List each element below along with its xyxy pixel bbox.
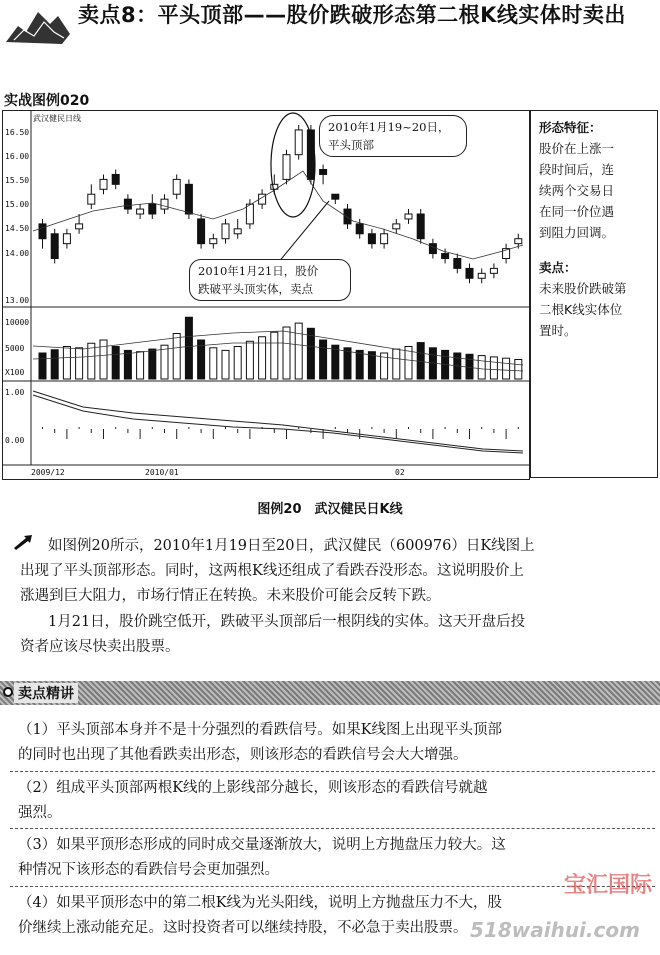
candle-body bbox=[320, 170, 327, 175]
volume-bar bbox=[417, 343, 424, 379]
sell-label: 卖点： bbox=[539, 260, 577, 275]
feature-text-line: 到阻力回调。 bbox=[539, 225, 615, 240]
date-tick: 2010/01 bbox=[145, 468, 179, 477]
candle-body bbox=[515, 239, 522, 244]
price-tick: 16.50 bbox=[5, 128, 30, 137]
volume-bar bbox=[63, 347, 70, 380]
volume-bar bbox=[503, 358, 510, 379]
divider bbox=[10, 771, 655, 772]
candle-body bbox=[210, 239, 217, 244]
volume-bar bbox=[137, 352, 144, 379]
candle-body bbox=[356, 224, 363, 234]
annotation-top: 2010年1月19~20日， 平头顶部 bbox=[319, 115, 467, 157]
tips-title: 卖点精讲 bbox=[14, 683, 78, 703]
volume-bar bbox=[185, 317, 192, 379]
volume-tick: 10000 bbox=[5, 318, 30, 327]
candle-body bbox=[149, 204, 156, 214]
candle-body bbox=[490, 268, 497, 273]
candle-body bbox=[466, 268, 473, 278]
volume-bar bbox=[320, 340, 327, 379]
candle-body bbox=[100, 179, 107, 189]
annotation-bottom: 2010年1月21日，股价 跌破平头顶实体，卖点 bbox=[189, 259, 351, 301]
candle-body bbox=[393, 224, 400, 229]
feature-label: 形态特征： bbox=[539, 120, 602, 135]
candle-body bbox=[88, 194, 95, 204]
feature-text-line: 股价在上涨一 bbox=[539, 141, 615, 156]
candle-body bbox=[405, 214, 412, 219]
macd-tick: 0.00 bbox=[5, 436, 25, 445]
candle-body bbox=[234, 229, 241, 234]
candle-body bbox=[137, 209, 144, 214]
volume-bar bbox=[283, 327, 290, 379]
volume-bar bbox=[515, 360, 522, 380]
volume-bar bbox=[222, 350, 229, 379]
candle-body bbox=[76, 224, 83, 229]
volume-bar bbox=[466, 354, 473, 379]
watermark-site: 518waihui.com bbox=[470, 918, 640, 942]
figure-caption: 图例20 武汉健民日K线 bbox=[257, 502, 403, 517]
candle-body bbox=[112, 174, 119, 184]
candle-body bbox=[63, 234, 70, 244]
chart-stock-label: 武汉健民日线 bbox=[33, 114, 81, 123]
volume-bar bbox=[234, 347, 241, 380]
feature-text-line: 段时间后，连 bbox=[539, 162, 615, 177]
candle-body bbox=[51, 234, 58, 259]
candle-body bbox=[185, 184, 192, 214]
price-tick: 13.00 bbox=[5, 296, 30, 305]
bull-logo-icon bbox=[4, 4, 72, 48]
candle-body bbox=[307, 130, 314, 179]
candle-body bbox=[222, 224, 229, 239]
candle-body bbox=[295, 130, 302, 155]
candle-body bbox=[478, 273, 485, 278]
candle-body bbox=[344, 209, 351, 224]
volume-bar bbox=[271, 332, 278, 379]
volume-bar bbox=[39, 353, 46, 379]
volume-bar bbox=[490, 357, 497, 379]
candle-body bbox=[39, 224, 46, 239]
candle-body bbox=[417, 214, 424, 239]
volume-bar bbox=[210, 348, 217, 379]
price-tick: 15.50 bbox=[5, 176, 30, 185]
candle-body bbox=[381, 234, 388, 244]
sell-text-line: 未来股价跌破第 bbox=[539, 281, 627, 296]
candle-body bbox=[124, 199, 131, 209]
volume-bar bbox=[332, 345, 339, 379]
price-tick: 14.00 bbox=[5, 249, 30, 258]
divider bbox=[10, 886, 655, 887]
volume-bar bbox=[173, 334, 180, 380]
volume-bar bbox=[76, 348, 83, 379]
candle-body bbox=[283, 155, 290, 180]
tip-item-4: （4）如果平顶形态中的第二根K线为光头阳线，说明上方抛盘压力不大，股 价继续上涨动能充足。这时投资者可以继续持股，不必急于卖出股票。 bbox=[18, 895, 503, 936]
candle-body bbox=[332, 194, 339, 199]
candle-body bbox=[246, 204, 253, 224]
volume-bar bbox=[149, 349, 156, 379]
side-explanation-box bbox=[530, 110, 658, 478]
volume-bar bbox=[478, 356, 485, 379]
tip-item-3: （3）如果平顶形态形成的同时成交量逐渐放大，说明上方抛盘压力较大。这 种情况下该形态的看跌信号会更加强烈。 bbox=[18, 837, 506, 878]
candle-body bbox=[161, 199, 168, 209]
volume-tick: X100 bbox=[5, 368, 25, 377]
candle-body bbox=[429, 244, 436, 254]
date-tick: 02 bbox=[395, 468, 405, 477]
volume-bar bbox=[161, 345, 168, 379]
candle-body bbox=[173, 179, 180, 194]
tip-item-1: （1）平头顶部本身并不是十分强烈的看跌信号。如果K线图上出现平头顶部 的同时也出现了其他看跌卖出形态，则该形态的看跌信号会大大增强。 bbox=[18, 722, 503, 763]
volume-tick: 5000 bbox=[5, 344, 25, 353]
volume-bar bbox=[124, 350, 131, 379]
sell-text-line: 置时。 bbox=[539, 323, 577, 338]
page-title: 卖点8：平头顶部——股价跌破形态第二根K线实体时卖出 bbox=[78, 3, 626, 27]
candle-body bbox=[454, 259, 461, 269]
volume-bar bbox=[112, 347, 119, 380]
tip-item-2: （2）组成平头顶部两根K线的上影线部分越长，则该形态的看跌信号就越 强烈。 bbox=[18, 780, 488, 821]
volume-bar bbox=[344, 348, 351, 379]
candle-body bbox=[198, 219, 205, 244]
section-title: 实战图例020 bbox=[4, 93, 90, 109]
watermark-brand: 宝汇国际 bbox=[563, 873, 652, 898]
tips-header-bar bbox=[0, 681, 660, 705]
sell-text-line: 二根K线实体位 bbox=[539, 302, 623, 317]
macd-tick: 1.00 bbox=[5, 388, 25, 397]
price-tick: 15.00 bbox=[5, 200, 30, 209]
price-tick: 14.50 bbox=[5, 224, 30, 233]
candle-body bbox=[442, 254, 449, 259]
feature-text-line: 续两个交易日 bbox=[539, 183, 615, 198]
candle-body bbox=[368, 234, 375, 244]
volume-bar bbox=[246, 341, 253, 379]
volume-bar bbox=[51, 350, 58, 379]
feature-text-line: 在同一价位遇 bbox=[539, 204, 615, 219]
volume-bar bbox=[295, 323, 302, 379]
volume-bar bbox=[393, 349, 400, 379]
body-paragraph-1: 如图例20所示，2010年1月19日至20日，武汉健民（600976）日K线图上 出现了平头顶部形态。同时，这两根K线还组成了看跌吞没形态。这说明股价上 涨遇到巨大阻力，市场行情正在转换。未来股价可能会反转下跌。 bbox=[20, 538, 535, 604]
body-paragraph-2: 1月21日，股价跳空低开，跌破平头顶部后一根阴线的实体。这天开盘后投 资者应该尽快卖出股票。 bbox=[20, 614, 526, 655]
tips-bullet-icon bbox=[3, 687, 13, 697]
stock-chart bbox=[2, 110, 530, 480]
price-tick: 16.00 bbox=[5, 152, 30, 161]
divider bbox=[10, 828, 655, 829]
volume-bar bbox=[356, 350, 363, 379]
date-tick: 2009/12 bbox=[31, 468, 65, 477]
